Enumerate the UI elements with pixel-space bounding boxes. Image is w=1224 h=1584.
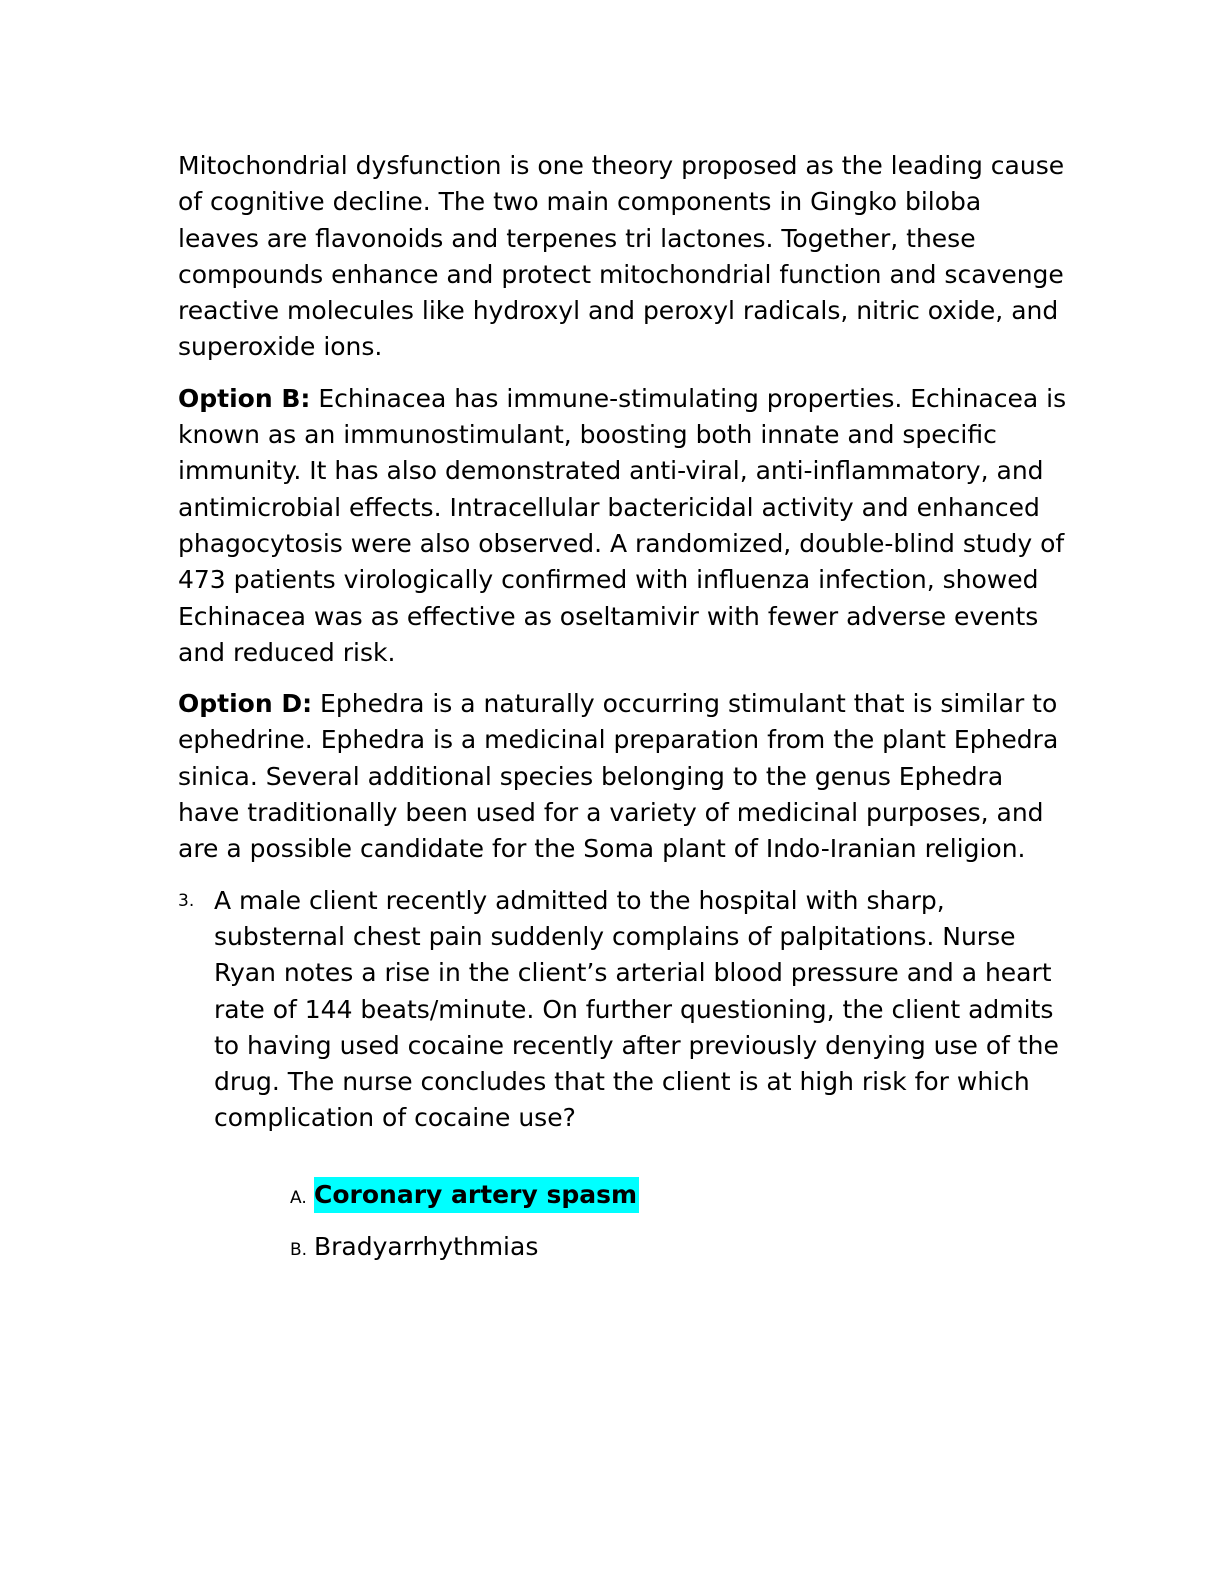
option-d-text: Ephedra is a naturally occurring stimulant that is similar to ephedrine. Ephedra is a medicinal preparation from the plant Ephedra sinica. Several additional species belonging to the genus Ephedra have traditionally been used for a variety of medicinal purposes, and are a possible candidate for the Soma plant of Indo-Iranian religion. (178, 689, 1059, 864)
question-3 (178, 883, 1068, 1137)
option-b-paragraph (178, 381, 1068, 671)
document-page (178, 148, 1068, 1265)
option-b-label: Option B: (178, 383, 311, 413)
answer-a (290, 1177, 1068, 1213)
answer-b-text: Bradyarrhythmias (314, 1231, 539, 1261)
answer-b-letter: B. (290, 1239, 308, 1260)
option-d-paragraph (178, 686, 1068, 867)
question-text: A male client recently admitted to the hospital with sharp, substernal chest pain suddenly complains of palpitations. Nurse Ryan notes a rise in the client’s arterial blood pressure and a heart rate of 144 beats/minute. On further questioning, the client admits to having used cocaine recently after previously denying use of the drug. The nurse concludes that the client is at high risk for which complication of cocaine use? (214, 885, 1059, 1133)
answer-a-text-highlighted: Coronary artery spasm (314, 1177, 639, 1213)
intro-paragraph: Mitochondrial dysfunction is one theory proposed as the leading cause of cognitive decline. The two main components in Gingko biloba leaves are flavonoids and terpenes tri lactones. Together, these compounds enhance and protect mitochondrial function and scavenge reactive molecules like hydroxyl and peroxyl radicals, nitric oxide, and superoxide ions. (178, 151, 1065, 362)
question-number: 3. (178, 890, 195, 911)
answer-list (178, 1177, 1068, 1265)
option-b-text: Echinacea has immune-stimulating properties. Echinacea is known as an immunostimulant, boosting both innate and specific immunity. It has also demonstrated anti-viral, anti-inflammatory, and antimicrobial effects. Intracellular bactericidal activity and enhanced phagocytosis were also observed. A randomized, double-blind study of 473 patients virologically confirmed with influenza infection, showed Echinacea was as effective as oseltamivir with fewer adverse events and reduced risk. (178, 383, 1067, 667)
option-d-label: Option D: (178, 689, 313, 719)
answer-b (290, 1229, 1068, 1265)
answer-a-letter: A. (290, 1187, 307, 1208)
